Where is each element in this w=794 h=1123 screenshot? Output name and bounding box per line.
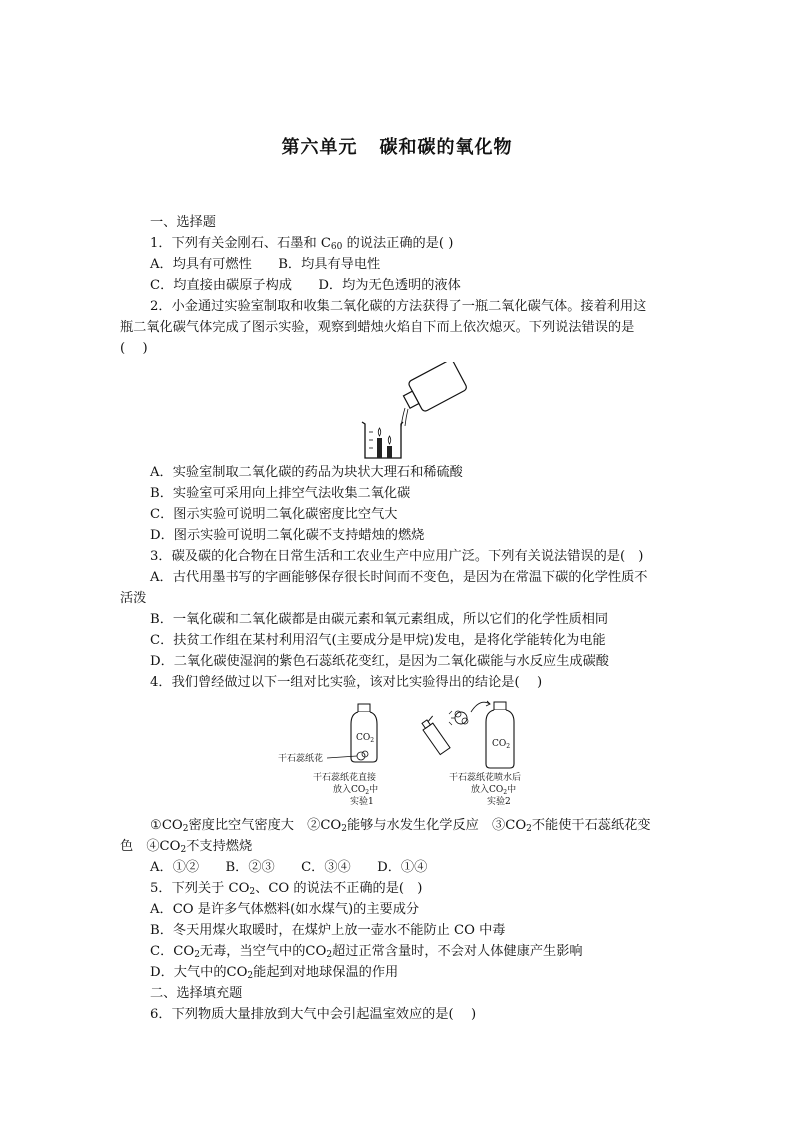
question-5-option-b: B．冬天用煤火取暖时，在煤炉上放一壶水不能防止 CO 中毒 — [150, 923, 506, 938]
question-3-option-b: B．一氧化碳和二氧化碳都是由碳元素和氧元素组成，所以它们的化学性质相同 — [150, 612, 609, 627]
section-heading-2: 二、选择填充题 — [150, 986, 243, 1001]
experiment-1-bottle — [327, 704, 377, 762]
question-3-stem: 3．碳及碳的化合物在日常生活和工农业生产中应用广泛。下列有关说法错误的是( ) — [150, 549, 644, 564]
question-4-statements-1: $①CO_2$密度比空气密度大 $②CO_2$能够与水发生化学反应 $③CO_2$不能使干石蕊纸花变 — [150, 818, 651, 834]
question-3-option-d: D．二氧化碳使湿润的紫色石蕊纸花变红，是因为二氧化碳能与水反应生成碳酸 — [150, 654, 609, 669]
question-1-options-ab: A．均具有可燃性 B．均具有导电性 — [150, 257, 381, 272]
question-1-stem: 1．下列有关金刚石、石墨和 $C_{60}$ 的说法正确的是( ) — [150, 236, 454, 252]
question-2-stem-1: 2．小金通过实验室制取和收集二氧化碳的方法获得了一瓶二氧化碳气体。接着利用这 — [150, 299, 647, 314]
question-5-option-d: D．大气中的$CO_2$能起到对地球保温的作用 — [150, 965, 399, 981]
spray-bottle — [420, 701, 490, 755]
experiment-1-caption-c: 实验1 — [350, 797, 374, 807]
question-2-stem-2: 瓶二氧化碳气体完成了图示实验，观察到蜡烛火焰自下而上依次熄灭。下列说法错误的是 — [120, 320, 635, 335]
question-4-choices: A．①② B．②③ C．③④ D．①④ — [150, 860, 428, 875]
experiment-2-bottle — [486, 702, 514, 768]
bottle-1-co2-label: $CO_2$ — [356, 733, 375, 744]
candle-beaker-figure — [355, 362, 475, 462]
flower-label: 干石蕊纸花 — [278, 754, 324, 764]
question-3-option-c: C．扶贫工作组在某村利用沼气(主要成分是甲烷)发电，是将化学能转化为电能 — [150, 633, 606, 648]
question-2-option-d: D．图示实验可说明二氧化碳不支持蜡烛的燃烧 — [150, 528, 425, 543]
experiment-1-caption-a: 干石蕊纸花直接 — [313, 773, 377, 783]
question-5-option-c: C．$CO_2$无毒，当空气中的$CO_2$超过正常含量时，不会对人体健康产生影响 — [150, 944, 583, 960]
experiment-1-caption-b: 放入$CO_2$中 — [333, 785, 379, 796]
litmus-experiment-figure — [275, 694, 565, 812]
experiment-2-caption-a: 干石蕊纸花喷水后 — [449, 773, 522, 783]
question-5-stem: 5．下列关于 $CO_2$、CO 的说法不正确的是( ) — [150, 881, 423, 897]
section-heading-1: 一、选择题 — [150, 215, 216, 230]
bottle-2-co2-label: $CO_2$ — [492, 739, 511, 750]
question-4-statements-2: 色 $④CO_2$不支持燃烧 — [120, 839, 253, 855]
experiment-2-caption-b: 放入$CO_2$中 — [471, 785, 517, 796]
experiment-2-caption-c: 实验2 — [487, 797, 511, 807]
question-5-option-a: A．CO 是许多气体燃料(如水煤气)的主要成分 — [150, 902, 420, 917]
question-2-option-b: B．实验室可采用向上排空气法收集二氧化碳 — [150, 486, 411, 501]
question-6-stem: 6．下列物质大量排放到大气中会引起温室效应的是( ) — [150, 1007, 477, 1022]
unit-label: 第六单元 — [281, 137, 358, 158]
question-4-stem: 4．我们曾经做过以下一组对比实验，该对比实验得出的结论是( ) — [150, 675, 543, 690]
question-2-stem-3: ( ) — [120, 341, 148, 356]
question-2-option-c: C．图示实验可说明二氧化碳密度比空气大 — [150, 507, 398, 522]
question-3-option-a-1: A．古代用墨书写的字画能够保存很长时间而不变色，是因为在常温下碳的化学性质不 — [150, 570, 648, 585]
question-1-options-cd: C．均直接由碳原子构成 D．均为无色透明的液体 — [150, 278, 461, 293]
question-2-option-a: A．实验室制取二氧化碳的药品为块状大理石和稀硫酸 — [150, 465, 463, 480]
unit-topic: 碳和碳的氧化物 — [379, 137, 513, 158]
page-title — [0, 133, 794, 159]
question-3-option-a-2: 活泼 — [120, 591, 147, 606]
